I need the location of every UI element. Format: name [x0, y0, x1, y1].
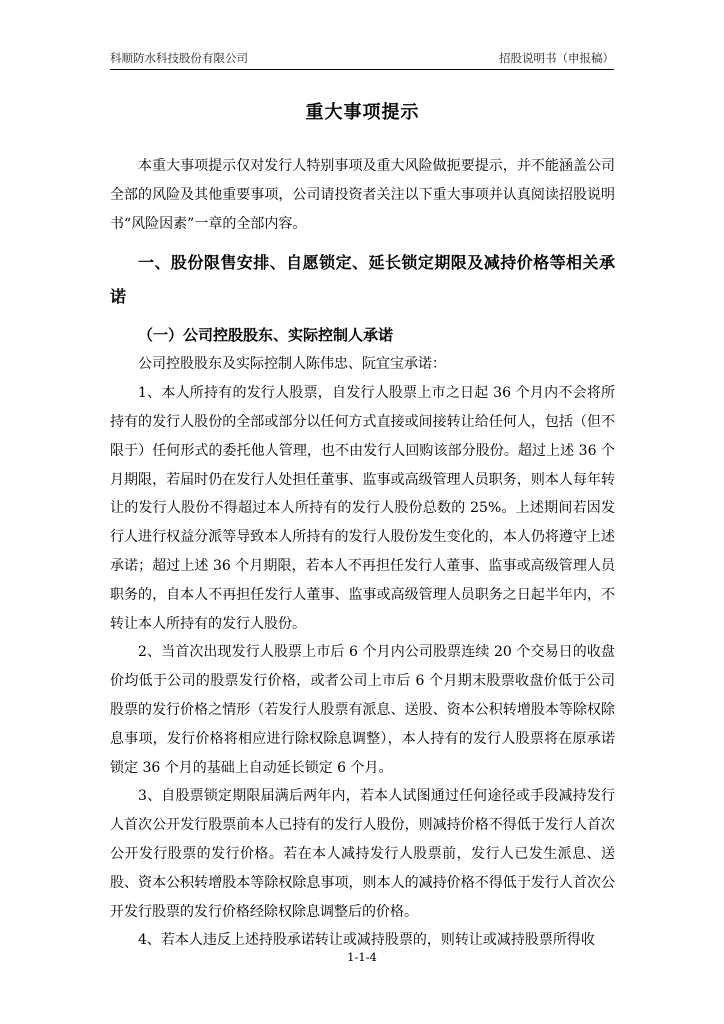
page-header — [110, 50, 614, 70]
page-title: 重大事项提示 — [305, 102, 420, 123]
intro-paragraph: 本重大事项提示仅对发行人特别事项及重大风险做扼要提示，并不能涵盖公司全部的风险及其他重要事项，公司请投资者关注以下重大事项并认真阅读招股说明书“风险因素”一章的全部内容。 — [110, 158, 615, 232]
header-document-name: 招股说明书（申报稿） — [499, 51, 614, 65]
header-company-name: 科顺防水科技股份有限公司 — [110, 51, 248, 65]
paragraph-item-4: 4、若本人违反上述持股承诺转让或减持股票的，则转让或减持股票所得收 — [138, 932, 595, 949]
section-heading-1: 一、股份限售安排、自愿锁定、延长锁定期限及减持价格等相关承诺 — [110, 253, 615, 307]
paragraph-item-3: 3、自股票锁定期限届满后两年内，若本人试图通过任何途径或手段减持发行人首次公开发行股票前本人已持有的发行人股份，则减持价格不得低于发行人首次公开发行股票的发行价格。若在本人减持发行人股票前，发行人已发生派息、送股、资本公积转增股本等除权除息事项，则本人的减持价格不得低于发行人首次公开发行股票的发行价格经除权除息调整后的价格。 — [110, 788, 615, 920]
subsection-heading-1: （一）公司控股股东、实际控制人承诺 — [138, 326, 394, 345]
paragraph-item-2: 2、当首次出现发行人股票上市后 6 个月内公司股票连续 20 个交易日的收盘价均低于公司的股票发行价格，或者公司上市后 6 个月期末股票收盘价低于公司股票的发行价格之情形（若发行人股票有派息、送股、资本公积转增股本等除权除息事项，发行价格将相应进行除权除息调整），本人持有的发行人股票将在原承诺锁定 36 个月的基础上自动延长锁定 6 个月。 — [110, 644, 615, 776]
page-number: 1-1-4 — [347, 950, 377, 964]
paragraph-undertaking-intro: 公司控股股东及实际控制人陈伟忠、阮宜宝承诺： — [138, 356, 446, 373]
document-body — [110, 98, 615, 955]
paragraph-item-1: 1、本人所持有的发行人股票，自发行人股票上市之日起 36 个月内不会将所持有的发行人股份的全部或部分以任何方式直接或间接转让给任何人，包括（但不限于）任何形式的委托他人管理，也不由发行人回购该部分股份。超过上述 36 个月期限，若届时仍在发行人处担任董事、监事或高级管理人员职务，则本人每年转让的发行人股份不得超过本人所持有的发行人股份总数的 25%。上述期间若因发行人进行权益分派等导致本人所持有的发行人股份发生变化的，本人仍将遵守上述承诺；超过上述 36 个月期限，若本人不再担任发行人董事、监事或高级管理人员职务的，自本人不再担任发行人董事、监事或高级管理人员职务之日起半年内，不转让本人所持有的发行人股份。 — [110, 385, 615, 632]
header-rule — [110, 69, 614, 70]
